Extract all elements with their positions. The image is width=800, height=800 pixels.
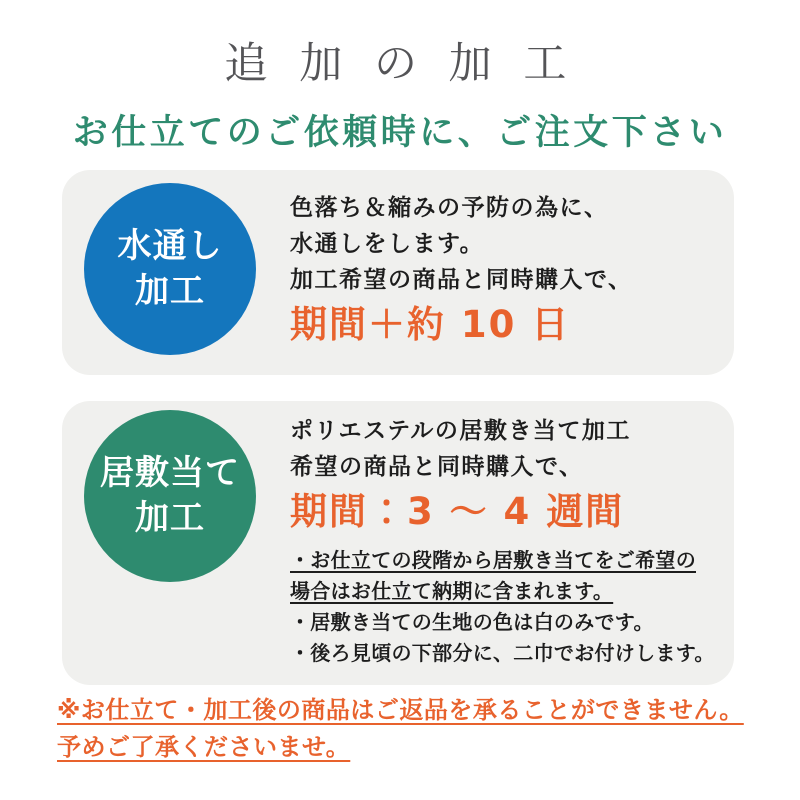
- description-line: ポリエステルの居敷き当て加工: [290, 418, 631, 444]
- mizutooshi-badge: [84, 183, 256, 355]
- ishikiate-badge-line1: 居敷当て: [100, 453, 240, 494]
- ishikiate-duration: 期間：3 〜 4 週間: [290, 490, 625, 533]
- warning-line1: ※お仕立て・加工後の商品はご返品を承ることができません。: [57, 696, 744, 724]
- note-line: ・居敷き当ての生地の色は白のみです。: [290, 610, 654, 634]
- ishikiate-badge-line2: 加工: [135, 498, 205, 538]
- note-line: 場合はお仕立て納期に含まれます。: [290, 579, 614, 603]
- mizutooshi-badge-line2: 加工: [135, 271, 205, 311]
- section-ishikiate: [62, 401, 734, 685]
- warning-line2: 予めご了承くださいませ。: [57, 733, 351, 761]
- mizutooshi-badge-line1: 水通し: [117, 226, 223, 267]
- note-line: ・後ろ見頃の下部分に、二巾でお付けします。: [290, 641, 715, 665]
- description-line: 希望の商品と同時購入で、: [290, 454, 584, 480]
- mizutooshi-duration: 期間＋約 10 日: [290, 303, 571, 346]
- description-line: 加工希望の商品と同時購入で、: [290, 267, 633, 293]
- section-mizutooshi: [62, 170, 734, 375]
- ishikiate-badge: [84, 410, 256, 582]
- mizutooshi-description: [290, 190, 633, 349]
- page-title: 追 加 の 加 工: [224, 39, 576, 89]
- description-line: 色落ち＆縮みの予防の為に、: [290, 195, 609, 221]
- return-policy-warning: [57, 692, 744, 766]
- page-subtitle: お仕立てのご依頼時に、ご注文下さい: [72, 113, 728, 153]
- ishikiate-description: [290, 413, 715, 669]
- description-line: 水通しをします。: [290, 231, 485, 257]
- ishikiate-notes: [290, 545, 715, 669]
- note-line: ・お仕立ての段階から居敷き当てをご希望の: [290, 548, 696, 572]
